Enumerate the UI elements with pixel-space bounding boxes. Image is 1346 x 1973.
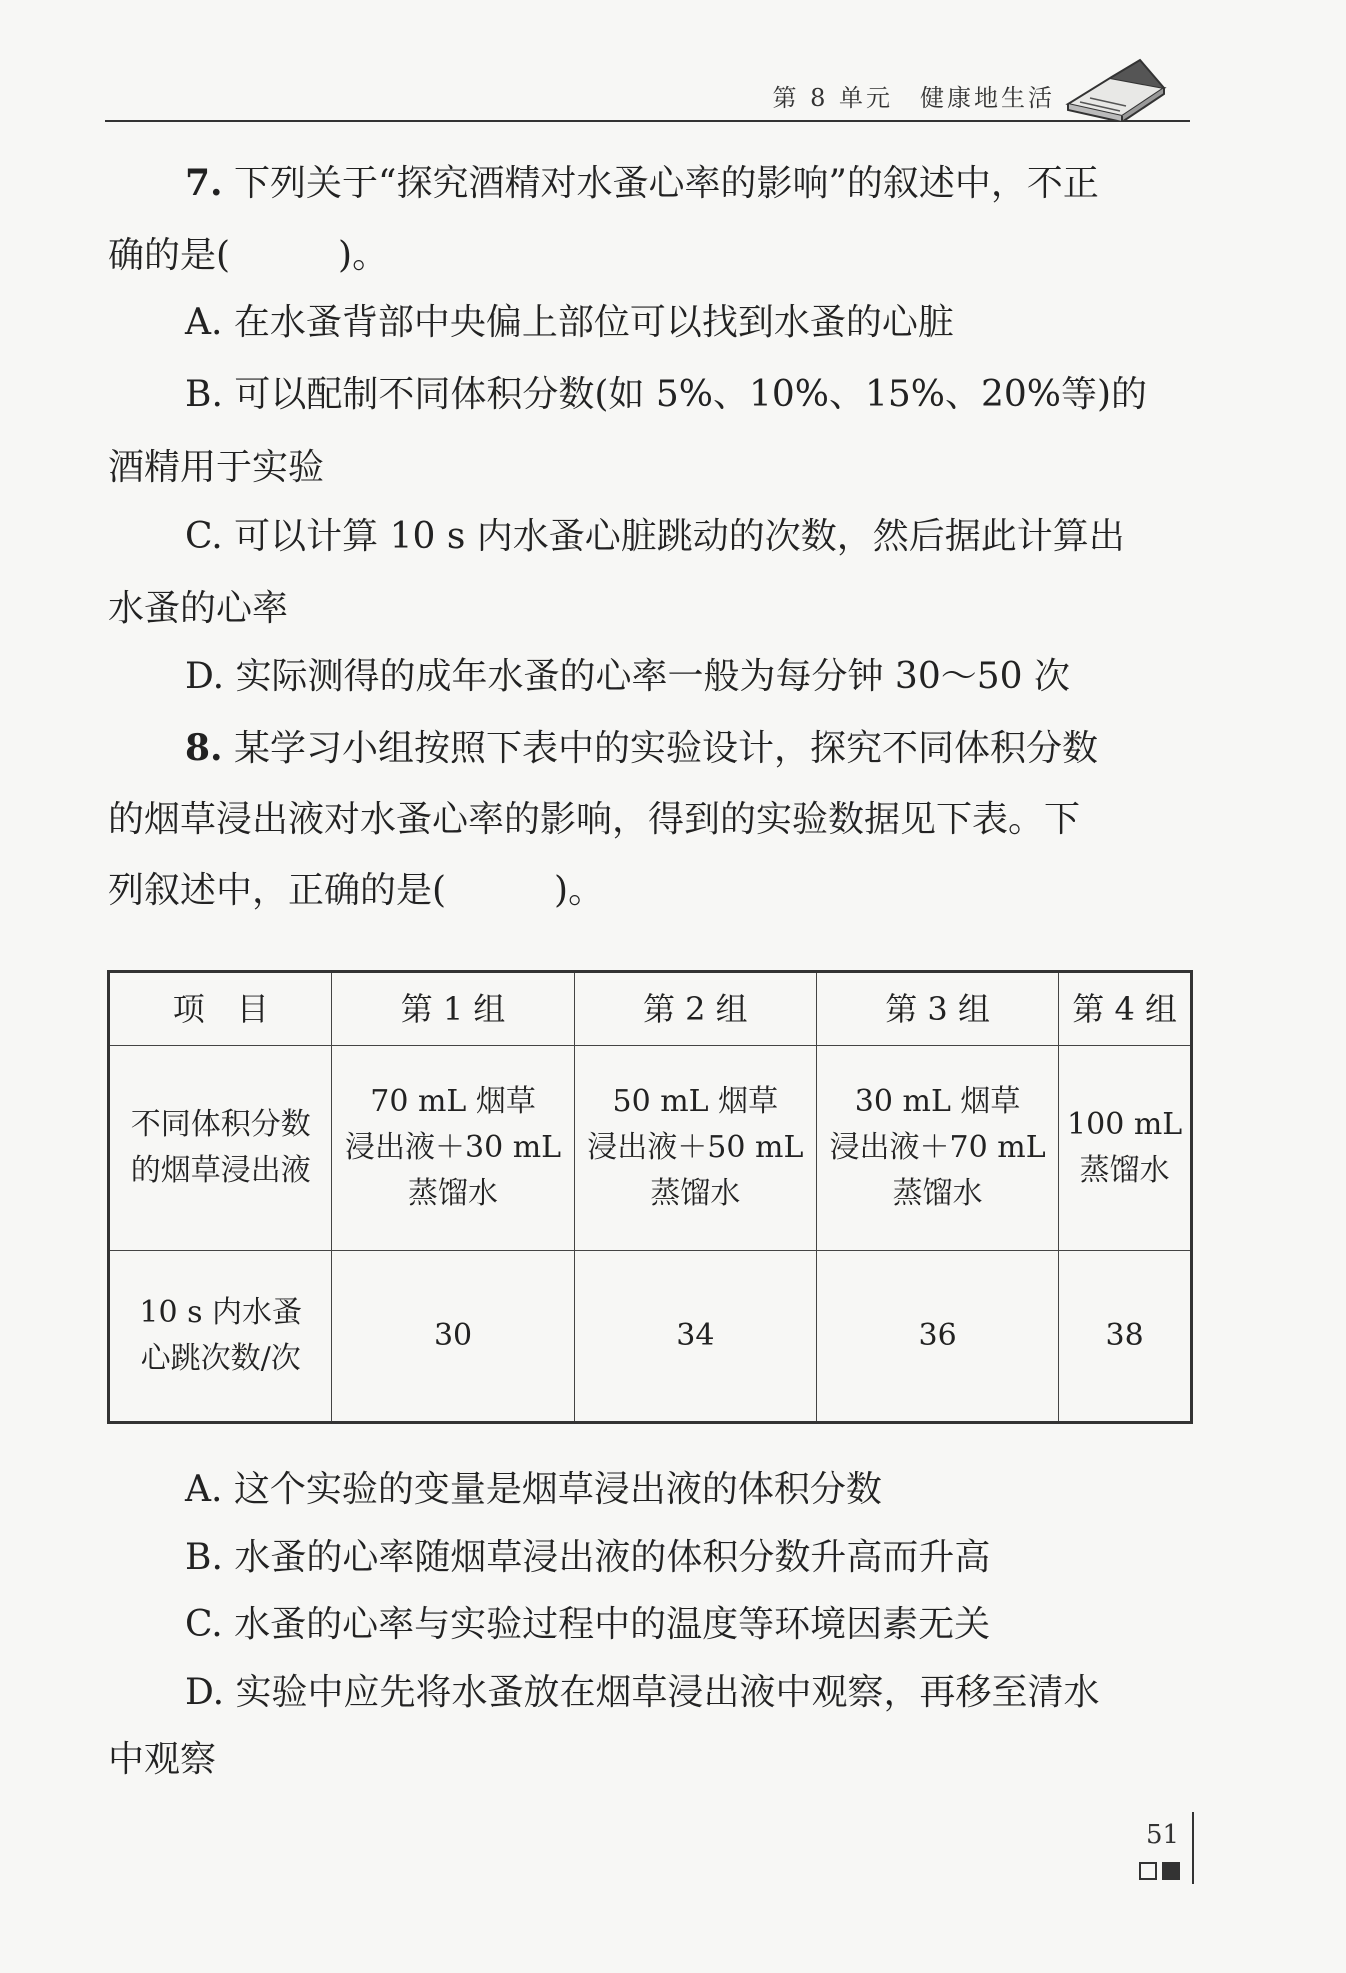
q7-option-c-line2: 水蚤的心率 [108, 588, 289, 629]
q7-option-b-line1: B. 可以配制不同体积分数(如 5%、10%、15%、20%等)的 [185, 374, 1148, 415]
row-label-heartbeat: 10 s 内水蚤 心跳次数/次 [109, 1251, 332, 1423]
cell-group-3-solution: 30 mL 烟草 浸出液＋70 mL 蒸馏水 [816, 1046, 1058, 1251]
cell-group-1-solution: 70 mL 烟草 浸出液＋30 mL 蒸馏水 [332, 1046, 574, 1251]
table-row-solution [109, 1046, 1192, 1251]
q8-stem-line2: 的烟草浸出液对水蚤心率的影响，得到的实验数据见下表。下 [108, 799, 1081, 840]
q7-option-b-line2: 酒精用于实验 [108, 447, 325, 488]
cell-group-4-heartbeat: 38 [1059, 1251, 1192, 1423]
q8-option-d-line2: 中观察 [108, 1739, 217, 1780]
q8-option-d-line1: D. 实验中应先将水蚤放在烟草浸出液中观察，再移至清水 [185, 1672, 1100, 1713]
q7-option-a: A. 在水蚤背部中央偏上部位可以找到水蚤的心脏 [185, 302, 954, 343]
q8-stem-line3: 列叙述中，正确的是( )。 [108, 870, 605, 911]
table-header-row [109, 972, 1192, 1046]
row-label-solution: 不同体积分数 的烟草浸出液 [109, 1046, 332, 1251]
q8-option-a: A. 这个实验的变量是烟草浸出液的体积分数 [185, 1469, 882, 1510]
q8-option-b: B. 水蚤的心率随烟草浸出液的体积分数升高而升高 [185, 1537, 991, 1578]
header-group-3: 第 3 组 [816, 972, 1058, 1046]
experiment-table [107, 970, 1193, 1424]
q7-option-d: D. 实际测得的成年水蚤的心率一般为每分钟 30～50 次 [185, 656, 1070, 697]
q7-option-c-line1: C. 可以计算 10 s 内水蚤心脏跳动的次数，然后据此计算出 [185, 516, 1125, 557]
page-number-rule [1192, 1812, 1194, 1884]
page-header [105, 68, 1190, 122]
q7-stem-line2: 确的是( )。 [108, 235, 389, 276]
page-number: 51 [1146, 1820, 1180, 1850]
header-item: 项 目 [109, 972, 332, 1046]
cell-group-4-solution: 100 mL 蒸馏水 [1059, 1046, 1192, 1251]
table-row-heartbeat [109, 1251, 1192, 1423]
empty-square-icon [1139, 1862, 1157, 1880]
cell-group-1-heartbeat: 30 [332, 1251, 574, 1423]
filled-square-icon [1162, 1862, 1180, 1880]
cell-group-3-heartbeat: 36 [816, 1251, 1058, 1423]
book-icon [1060, 58, 1170, 122]
header-group-2: 第 2 组 [574, 972, 816, 1046]
q7-stem-line1: 7. 下列关于“探究酒精对水蚤心率的影响”的叙述中，不正 [185, 162, 1099, 204]
header-group-1: 第 1 组 [332, 972, 574, 1046]
cell-group-2-solution: 50 mL 烟草 浸出液＋50 mL 蒸馏水 [574, 1046, 816, 1251]
q8-option-c: C. 水蚤的心率与实验过程中的温度等环境因素无关 [185, 1604, 991, 1645]
q8-stem-line1: 8. 某学习小组按照下表中的实验设计，探究不同体积分数 [185, 727, 1099, 769]
header-group-4: 第 4 组 [1059, 972, 1192, 1046]
cell-group-2-heartbeat: 34 [574, 1251, 816, 1423]
unit-title: 第 8 单元 健康地生活 [772, 84, 1055, 112]
